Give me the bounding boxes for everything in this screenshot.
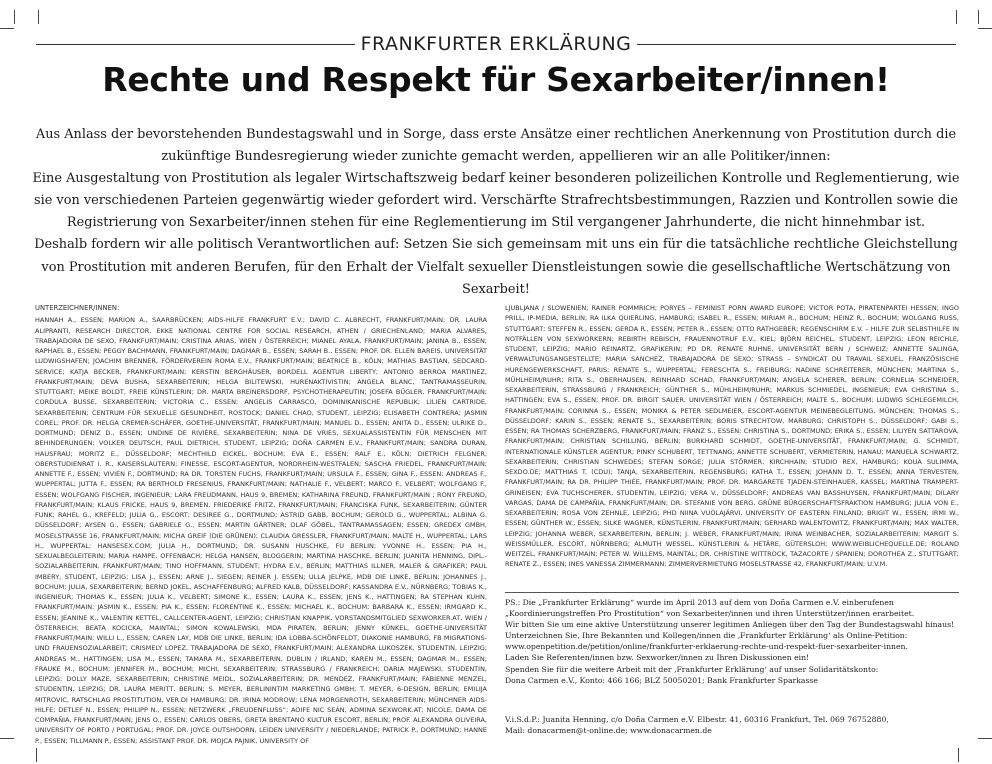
postscript-line: Dona Carmen e.V., Konto: 466 166; BLZ 50050201; Bank Frankfurter Sparkasse xyxy=(505,675,818,685)
postscript-line: Unterzeichnen Sie, Ihre Bekannten und Kollegen/innen die ‚Frankfurter Erklärung‘ als Online-Petition: www.openpetition.de/petition/online/frankfurter-erklaerung-rechte-und-respekt-fuer-sexarbeiter-innen. xyxy=(505,631,908,652)
crop-mark xyxy=(978,28,992,29)
signatories-column-right xyxy=(505,303,959,581)
kicker-text: FRANKFURTER ERKLÄRUNG xyxy=(355,33,638,55)
signatories-heading: UNTERZEICHNER/INNEN: xyxy=(35,304,120,312)
signatories-list: LJUBLJANA / SLOWENIEN; RAINER POMMRICH; PORYES – FEMINIST PORN AWARD EUROPE; VICTOR POTA, PIRATENPARTEI HESSEN; INGO PRILL, IP-MEDIA, BERLIN; RA ILKA QUIERLING, HAMBURG; ISABEL R., ESSEN; MIRIAM R., BOCHUM; HEINZ R., BOCHUM; WOLGANG RUSS, STUTTGART; STEFFEN R., ESSEN; GERDA R., ESSEN; PETER R., ESSEN; OTTO RATHGEBER; REGENSCHIRM E.V. – HILFE ZUR SELBSTHILFE IN NOTFÄLLEN VON SEXWORKERN; REBIRTH REBISCH, FRAUENNOTRUF E.V., KIEL; BJÖRN REICHEL, STUDENT, LEIPZIG; LEON REICHLE, STUDENT, LEIPZIG; MARIO REINARTZ, GRAFIKERIN; PD DR. RENATE RUHNE, UNIVERSITÄT BERN / SCHWEIZ; ANNETTE SALINGA, VERWALTUNGSANGESTELLTE; MARIA SANCHEZ, TRABAJADORA DE SEXO; STRASS – SYNDICAT DU TRAVAIL SEXUEL, FRANZÖSISCHE HURENGEWERKSCHAFT, PARIS; RENATE S., WUPPERTAL; FERESCHTA S., FREIBURG; NADINE SCHREITERER, MÜNCHEN; MARTINA S., MÜHLHEIM/RUHR; RITA S., OBERHAUSEN, REINHARD SCHAD, FRANKFURT/MAIN; ANGELA SCHERER, BERLIN; CORNELIA SCHNEIDER, SEXARBEITERIN, STRASSBURG / FRANKREICH; GÜNTHER S., MÜHLHEIM/RUHR; MARKUS SCHMIEDEL, INGENIEUR; EVA CHRISTINA S., HATTINGEN; EVA S., ESSEN; PROF. DR. BIRGIT SAUER, UNIVERSITÄT WIEN / ÖSTERREICH; MALTE S., BOCHUM; LUDWIG SCHLEGEMILCH, FRANKFURT/MAIN; CORINNA S., ESSEN; MONIKA & PETER SEDLMEIER, ESCORT-AGENTUR MEINEBEGLEITUNG, MÜNCHEN; THOMAS S., DÜSSELDORF; KARIN S., ESSEN; RENATE S., SEXARBEITERIN; BORIS STRECHTOW, MARBURG; CHRISTOPH S., DÜSSELDORF; GABI S., ESSEN; RA THOMAS SCHERZBERG, FRANKFURT/MAIN; FRANZ S., ESSEN; CHRISTINA S., DORTMUND; ERIKA S., ESSEN; LILIYEN SATTAROVA, FRANKFURT/MAIN; CHRISTIAN SCHILLING, BERLIN; BURKHARD SCHMIDT, GOETHE-UNIVERSITÄT, FRANKFURT/MAIN; G. SCHMIDT, INTERNATIONALE KÜNSTLER AGENTUR; PINKY SCHUBERT, TETTNANG; ANNETTE SCHUBERT, VERMIETERIN, HANAU; MANUELA SCHWARTZ, SEXARBEITERIN; CHRISTIAN SCHWEDES; STEFAN SORGE; JULIA STÖRMER, KIRCHHAIN; STUDIO REX, HAMBURG; KOUA SULIMMA, SEXDO.DE; MATTHIAS T. (CDU); TANJA, SEXARBEITERIN, REGENSBURG; KATHA T., ESSEN; JOHANN D. T., ESSEN; ANNA TERVESTEN, FRANKFURT/MAIN; RA DR. PHILIPP THIÉE, FRANKFURT/MAIN; PROF. DR. MARGARETE TJADEN-STEINHAUER, KASSEL; MARTINA TRAMPERT-GRINEISEN; EVA TUCHSCHERER, STUDENTIN, LEIPZIG; VERA V., DÜSSELDORF; ANDREAS VAN BASSHUYSEN, FRANKFURT/MAIN; DILARY VARGAS, DAMA DE CAMPAÑIA, FRANKFURT/MAIN; DR. STEFANIE VON BERG, GRÜNE BÜRGERSCHAFTSFRAKTION HAMBURG; JULIA VON E., SEXARBEITERIN; ROSA VON ZEHNLE, LEIPZIG; PHD NIINA VUOLAJÄRVI, UNIVERSITY OF EASTERN FINLAND; BRIGIT W., ESSEN; IRMI W., ESSEN; GÜNTHER W., ESSEN; SILKE WAGNER, KÜNSTLERIN, FRANKFURT/MAIN; GERHARD WALENTOWITZ, FRANKFURT/MAIN; MAX WALTER, LEIPZIG; JOHANNA WEBER, SEXARBEITERIN, BERLIN; J. WEBER, FRANKFURT/MAIN; IRINA WEINBACHER, SOZIALARBEITERIN; MARGIT S. WEISSMÜLLER, ESCORT, NÜRNBERG; ALMUTH WESSEL, KÜNSTLERIN & HETÄRE, GÜTERSLOH; WWW.WEIBLICHEQUELLE.DE; ROLAND WEITZEL, FRANKFURT/MAIN; PETER W. WILLEMS, MAINTAL; DR. CHRISTINE WITTROCK, TAZACORTE / SPANIEN; DOROTHEA Z., STUTTGART; RENATE Z., ESSEN; INES VANESSA ZIMMERMANN; ZIMMERVERMIETUNG MOSELSTRASSE 42, FRANKFURT/MAIN; U.V.M. xyxy=(505,304,959,569)
crop-mark xyxy=(14,10,15,24)
signatories-list: HANNAH A., ESSEN; MARION A., SAARBRÜCKEN; AIDS-HILFE FRANKFURT E.V.; DAVID C. ALBRECHT, FRANKFURT/MAIN; DR. LAURA ALIPRANTI, RESEARCH DIRECTOR, EKKE NATIONAL CENTRE FOR SOCIAL RESEARCH, ATHEN / GRIECHENLAND; MARIA ALVARES, TRABAJADORA DE SEXO, FRANKFURT/MAIN; CRISTINA ARIAS, WIEN / ÖSTERREICH; MIANEL AYALA, FRANKFURT/MAIN; JANINA B., ESSEN; RAPHAEL B., ESSEN; PEGGY BACHMANN, FRANKFURT/MAIN; DAGMAR B., ESSEN; SARAH B., ESSEN; PROF. DR. ELLEN BAREIS, UNIVERSITÄT LUDWIGSHAFEN; JOACHIM BRENNER, FÖRDERVEREIN ROMA E.V., FRANKFURT/MAIN; BEATRICE B., KÖLN; MATHIAS BASTIAN, SEDCARD-SERVICE; KATJA BECKER, FRANKFURT/MAIN; KERSTIN BERGHÄUSER, BORDELL AGENTUR LIBERTY; ANTONIO BERROA MARTINEZ, FRANKFURT/MAIN; DEVA BUSHA, SEXARBEITERIN; HELGA BILITEWSKI, HURENAKTIVISTIN; ANGELA BLANC, TANTRAMASSEURIN, STUTTGART; MEIKE BOLDT, FREIE KÜNSTLERIN; DR. MARTA BREINERSDORF, PSYCHOTHERAPEUTIN; JOSEFA BÜGLER, FRANKFURT/MAIN; CORDULA BUSSE, SEXARBEITERIN; VICTORIA C., ESSEN; ANGELIS CARRASCO, DOMINIKANISCHE REPUBLIK; LILIEN CARTRIDE, SEXARBEITERIN; CENTRUM FÜR SEXUELLE GESUNDHEIT, ROSTOCK; DANIEL CHAO, STUDENT, LEIPZIG; ELISABETH CONTRERA; JASMIN COREL; PROF. DR. HELGA CREMER-SCHÄFER, GOETHE-UNIVERSITÄT, FRANKFURT/MAIN; MANUEL D., ESSEN; ANITA D., ESSEN; ULRIKE D., DORTMUND; DENIZ D., ESSEN; UNDINE DE RIVIÈRE, SEXARBEITERIN; NINA DE VRIES, SEXUALASSISTENTIN FÜR MENSCHEN MIT BEHINDERUNGEN; VOLKER DEUTSCH, PAUL DIETRICH, STUDENT, LEIPZIG; DOÑA CARMEN E.V., FRANKFURT/MAIN; SANDRA DURAN, HAUSFRAU; MORITZ E., DÜSSELDORF; MECHTHILD EICKEL, BOCHUM; EVA E., ESSEN; RALF E., KÖLN; DIETRICH FELGNER, OBERSTUDIENRAT I. R., KAISERSLAUTERN; FINESSE, ESCORT-AGENTUR, NORDRHEIN-WESTFALEN; SASCHA FRIEDEL, FRANKFURT/MAIN; ANNETTE F., ESSEN; VIVIEN F., DORTMUND; RA DR. TORSTEN FUCHS, FRANKFURT/MAIN; URSULA F., ESSEN; GINA F., ESSEN; ANDREAS F., WUPPERTAL; JUTTA F., ESSEN; RA BERTHOLD FRESENIUS, FRANKFURT/MAIN; NATHALIE F., VELBERT; MARCO F., VELBERT; WOLFGANG F., ESSEN; WOLFGANG FISCHER, INGENIEUR; LARA FREUDMANN, HAUS 9, BREMEN; KATHARINA FREUND, FRANKFURT/MAIN ; RONY FREUND, FRANKFURT/MAIN; KLAUS FRICKE, HAUS 9, BREMEN, FRIEDERIKE FRITZ, FRANKFURT/MAIN; FRANCISKA FUNK, SEXARBEITERIN; GÜNTER FUNK; RAHEL G., KREFELD; JULIA G., ESCORT; DESIREE G., DORTMUND; ASTRID GABB, BOCHUM; GEROLD G., WUPPERTAL; ALBINA G. DÜSSELDORF; AYSEN G., ESSEN; GABRIELE G., ESSEN; MARTIN GÄRTNER; OLAF GÖBEL, TANTRAMASSAGEN; ESSEN; GREDEX GMBH, MOSELSTRASSE 16, FRANKFURT/MAIN; MICHA GREIF (DIE GRÜNEN); CLAUDIA GRESSLER, FRANKFURT/MAIN; MALTE H., WUPPERTAL; LARS H., WUPPERTAL; HANSESEX.COM; JULIA H., DORTMUND; DR. SUSANN HUSCHKE, FU BERLIN; YVONNE H., ESSEN; PIA H., SEXUALBEGLEITERIN; MARIA HAMPE, OFFENBACH; HELGA HANSEN, BLOGGERIN; MARTINA HASCHKE, BERLIN; JUANITA HENNING, DIPL.-SOZIALARBEITERIN, FRANKFURT/MAIN; TINO HOFFMANN, STUDENT; HYDRA E.V., BERLIN; MATTHIAS ILLNER, MALER & GRAFIKER; PAUL IMBERY, STUDENT, LEIPZIG; LISA J., ESSEN; ARNE J., SIEGEN; REINER J. ESSEN; ULLA JELPKE, MDB DIE LINKE, BERLIN; JOHANNES J., BOCHUM; JULIA, SEXARBEITERIN; BERND JOKEL, ASCHAFFENBURG; ALFRED KALB, DÜSSELDORF; KASSANDRA E.V., NÜRNBERG; TOBIAS K., INGENIEUR; THOMAS K., ESSEN; JULIA K., VELBERT; SIMONE K., ESSEN; LAURA K., ESSEN; JENS K., HATTINGEN; RA STEPHAN KUHN, FRANKFURT/MAIN; JASMIN K., ESSEN; PIA K., ESSEN; FLORENTINE K., ESSEN; MICHAEL K., BOCHUM; BARBARA K., ESSEN; IRMGARD K., ESSEN; JEANINE K., VALENTIN KETTEL, CALLCENTER-AGENT, LEIPZIG; CHRISTIAN KNAPPIK, VORSTANDSMITGLIED SEXWORKER.AT, WIEN / ÖSTERREICH; BEATA KOCICKA, MAINTAL; SIMON KOWALEWSKI, MDA PIRATEN, BERLIN; JENNY KÜNKEL, GOETHE-UNIVERSITÄT FRANKFURT/MAIN; WILLI L., ESSEN; CAREN LAY, MDB DIE LINKE, BERLIN; IDA LOBBA-SCHÖNFELDT, DIAKONIE HAMBURG, FB MIGRATIONS- UND FRAUENSOZIALARBEIT; CRISMELY LOPEZ, TRABAJADORA DE SEXO, FRANKFURT/MAIN; ALEXANDRA LUKOSZEK, STUDENTIN, LEIPZIG; ANDREAS M., HATTINGEN; LISA M., ESSEN; TAMARA M., SEXARBEITERIN, DUBLIN / IRLAND; KAREN M., ESSEN; DAGMAR M., ESSEN; FRAUKE M., BOCHUM; JENNIFER M., BOCHUM; MICHI, SEXARBEITERIN; STRASSBURG / FRANKREICH; DARIA MAJEWSKI, STUDENTIN, LEIPZIG; DOLLY MAZE, SEXARBEITERIN; CHRISTINE MEIDL, SOZIALARBEITERIN; DR. MENDEZ, FRANKFURT/MAIN; FABIENNE MENZEL, STUDENTIN, LEIPZIG; DR. LAURA MERITT, BERLIN; S. MEYER, BERLININTIM MARKETING GMBH; T. MEYER, 6-DESIGN, BERLIN; EMILIJA MITROVIC, RATSCHLAG PROSTITUTION, VER.DI HAMBURG; DR. IRINA MODROW; LENA MORGENROTH, SEXARBEITERIN; MÜNCHNER AIDS-HILFE; DETLEF N., ESSEN; PHILIPP N., ESSEN; NETZWERK „FREUDENFLUSS“; AOIFE NIC SEÁN, ADMINA SEXWORK.AT; NICOLE, DAMA DE COMPAÑIA, FRANKFURT/MAIN; JENS O., ESSEN; CARLOS OBERS, GRETA BRENTANO KULTUR ESCORT, BERLIN; PROF. ALEXANDRA OLIVEIRA, UNIVERSITY OF PORTO / PORTUGAL; PROF. DR. JOYCE OUTSHOORN, LEIDEN UNIVERSITY / NIEDERLANDE; PATRICK P., DORTMUND; HANNE P., ESSEN; TILLMANN P., ESSEN; ASSISTANT PROF. DR. MOJCA PAJNIK, UNIVERSITY OF xyxy=(35,316,487,745)
crop-mark xyxy=(958,748,959,762)
intro-paragraph: Eine Ausgestaltung von Prostitution als legaler Wirtschaftszweig bedarf keiner besonderen polizeilichen Kontrolle und Reglementierung, wie sie von verschiedenen Parteien gegenwärtig wieder gefordert wird. Verschärfte Strafrechtsbestimmungen, Razzien und Kontrollen sowie die Registrierung von Sexarbeiter/innen stehen für eine Reglementierung im Stil vergangener Jahrhunderte, die nicht hinnehmbar ist. xyxy=(32,171,960,231)
kicker xyxy=(0,33,992,55)
imprint-line: Mail: donacarmen@t-online.de; www.donacarmen.de xyxy=(505,726,712,735)
postscript-line: PS.: Die „Frankfurter Erklärung“ wurde im April 2013 auf dem von Doña Carmen e.V. einberufenen „Koordinierungstreffen Pro Prostitution“ von Sexarbeiter/innen und ihren Unterstützer/innen erarbeitet. xyxy=(505,598,915,619)
crop-mark xyxy=(978,738,992,739)
postscript-line: Spenden Sie für die weitere Arbeit mit der ‚Frankfurter Erklärung‘ auf unser Solidaritätskonto: xyxy=(505,664,879,674)
imprint xyxy=(505,714,961,736)
crop-mark xyxy=(956,10,957,24)
postscript-line: Wir bitten Sie um eine aktive Unterstützung unserer legitimen Anliegen über den Tag der Bundestagswahl hinaus! xyxy=(505,620,955,630)
intro-paragraph: Aus Anlass der bevorstehenden Bundestagswahl und in Sorge, dass erste Ansätze einer rechtlichen Anerkennung von Prostitution durch die zukünftige Bundesregierung wieder zunichte gemacht werden, appellieren wir an alle Politiker/innen: xyxy=(35,127,957,165)
signatories-column-left xyxy=(35,303,487,745)
intro-appeal xyxy=(22,124,970,301)
postscript-rule xyxy=(505,592,959,593)
intro-paragraph: Deshalb fordern wir alle politisch Verantwortlichen auf: Setzen Sie sich gemeinsam mit uns ein für die tatsächliche rechtliche Gleichstellung von Prostitution mit anderen Berufen, für den Erhalt der Vielfalt sexueller Dienstleistungen sowie die gesellschaftliche Wertschätzung von Sexarbeit! xyxy=(34,237,958,297)
crop-mark xyxy=(0,28,14,29)
crop-mark xyxy=(38,10,39,24)
crop-mark xyxy=(36,748,37,762)
postscript xyxy=(505,597,961,686)
page-title: Rechte und Respekt für Sexarbeiter/innen! xyxy=(102,60,890,99)
postscript-line: Laden Sie Referenten/innen bzw. Sexworker/innen zu Ihren Diskussionen ein! xyxy=(505,653,810,663)
crop-mark xyxy=(0,738,14,739)
imprint-line: V.i.S.d.P.: Juanita Henning, c/o Doña Carmen e.V. Elbestr. 41, 60316 Frankfurt, Tel. 069 76752880, xyxy=(505,715,889,724)
crop-mark xyxy=(978,10,979,24)
